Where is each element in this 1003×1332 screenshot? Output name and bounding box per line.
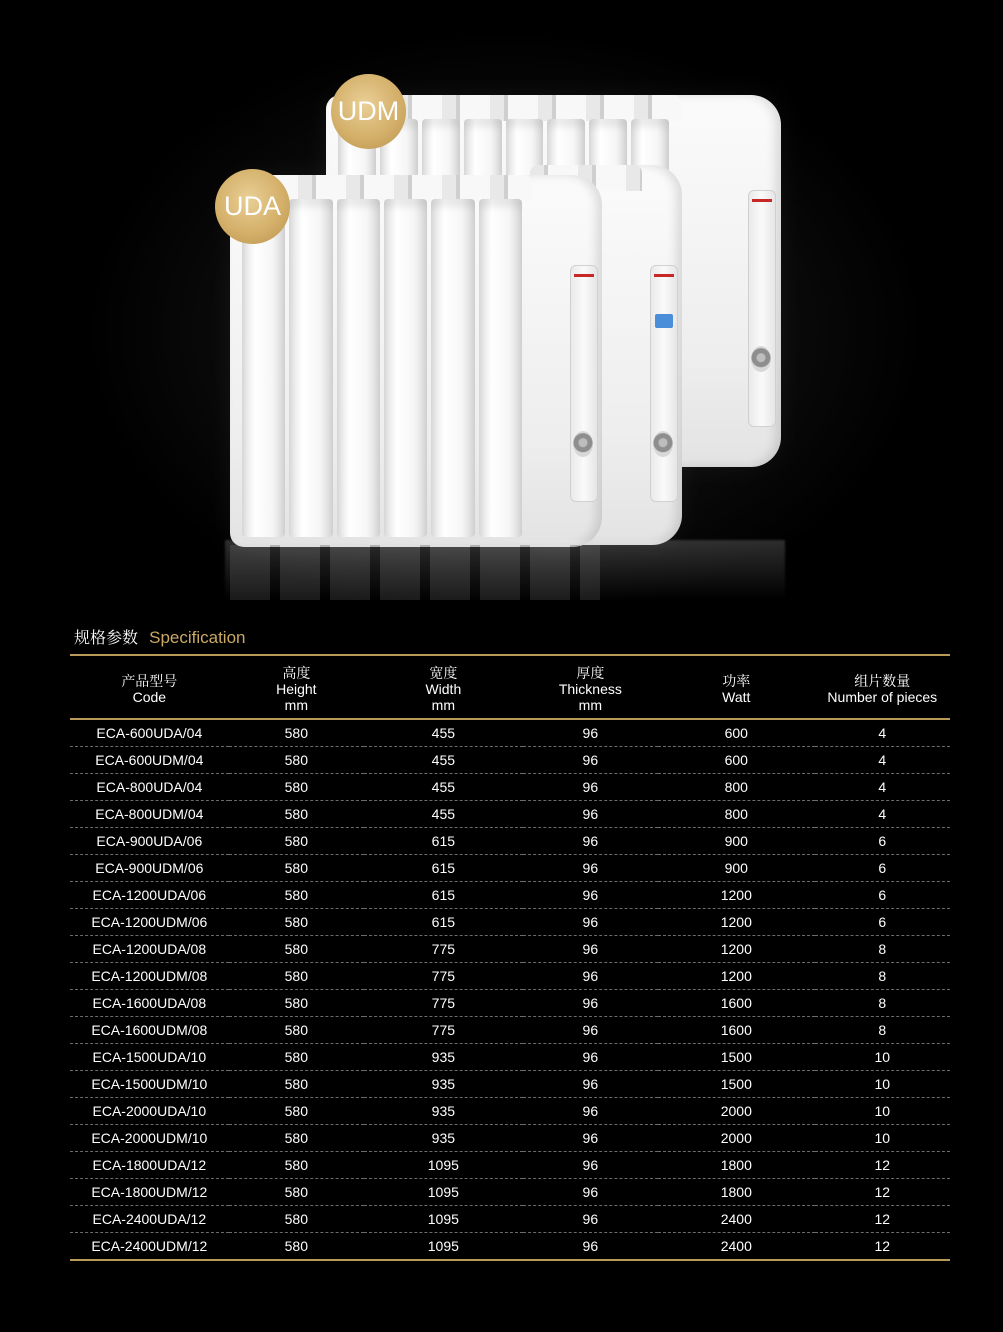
cell-height: 580 [229, 1179, 364, 1206]
cell-height: 580 [229, 774, 364, 801]
cell-pieces: 8 [815, 1017, 950, 1044]
cell-thickness: 96 [523, 1206, 658, 1233]
cell-watt: 1800 [658, 1152, 815, 1179]
table-row [70, 1125, 950, 1152]
cell-thickness: 96 [523, 1125, 658, 1152]
cell-thickness: 96 [523, 882, 658, 909]
cell-width: 775 [364, 936, 523, 963]
cell-code: ECA-1800UDA/12 [70, 1152, 229, 1179]
thermostat-dial-control [748, 190, 776, 427]
cell-code: ECA-900UDM/06 [70, 855, 229, 882]
table-row [70, 909, 950, 936]
table-row [70, 774, 950, 801]
cell-code: ECA-2000UDM/10 [70, 1125, 229, 1152]
cell-height: 580 [229, 801, 364, 828]
cell-code: ECA-600UDM/04 [70, 747, 229, 774]
cell-watt: 900 [658, 855, 815, 882]
cell-thickness: 96 [523, 801, 658, 828]
header-width-unit: mm [431, 697, 455, 713]
cell-code: ECA-1500UDA/10 [70, 1044, 229, 1071]
cell-code: ECA-800UDM/04 [70, 801, 229, 828]
cell-thickness: 96 [523, 719, 658, 747]
cell-watt: 800 [658, 801, 815, 828]
cell-pieces: 4 [815, 747, 950, 774]
cell-pieces: 6 [815, 882, 950, 909]
cell-thickness: 96 [523, 1071, 658, 1098]
header-thickness-en: Thickness [558, 681, 622, 697]
spec-title-en: Specification [149, 628, 246, 647]
cell-pieces: 8 [815, 936, 950, 963]
cell-thickness: 96 [523, 1098, 658, 1125]
cell-width: 1095 [364, 1179, 523, 1206]
table-row [70, 747, 950, 774]
table-row [70, 719, 950, 747]
cell-watt: 600 [658, 747, 815, 774]
table-row [70, 936, 950, 963]
cell-width: 1095 [364, 1152, 523, 1179]
gold-divider-top [70, 654, 950, 656]
header-watt [658, 660, 815, 719]
udm-badge: UDM [331, 74, 406, 149]
cell-watt: 900 [658, 828, 815, 855]
table-row [70, 882, 950, 909]
cell-height: 580 [229, 963, 364, 990]
header-width-en: Width [425, 681, 462, 697]
cell-height: 580 [229, 936, 364, 963]
cell-watt: 1200 [658, 963, 815, 990]
cell-watt: 1500 [658, 1071, 815, 1098]
cell-watt: 2400 [658, 1206, 815, 1233]
header-code-cn: 产品型号 [121, 673, 178, 689]
cell-width: 775 [364, 1017, 523, 1044]
cell-watt: 2000 [658, 1125, 815, 1152]
cell-pieces: 8 [815, 963, 950, 990]
cell-pieces: 4 [815, 719, 950, 747]
cell-watt: 1600 [658, 1017, 815, 1044]
cell-width: 615 [364, 855, 523, 882]
lcd-control-panel [650, 265, 678, 502]
header-height [229, 660, 364, 719]
cell-thickness: 96 [523, 1179, 658, 1206]
header-pieces-en: Number of pieces [827, 689, 938, 705]
cell-watt: 1600 [658, 990, 815, 1017]
cell-height: 580 [229, 990, 364, 1017]
header-width-cn: 宽度 [429, 665, 458, 681]
cell-watt: 800 [658, 774, 815, 801]
cell-code: ECA-2400UDM/12 [70, 1233, 229, 1261]
cell-height: 580 [229, 909, 364, 936]
cell-thickness: 96 [523, 1152, 658, 1179]
cell-thickness: 96 [523, 990, 658, 1017]
cell-width: 935 [364, 1071, 523, 1098]
cell-height: 580 [229, 1098, 364, 1125]
cell-code: ECA-1500UDM/10 [70, 1071, 229, 1098]
cell-thickness: 96 [523, 1044, 658, 1071]
header-thickness-unit: mm [578, 697, 602, 713]
cell-pieces: 12 [815, 1179, 950, 1206]
cell-height: 580 [229, 828, 364, 855]
cell-height: 580 [229, 1044, 364, 1071]
cell-thickness: 96 [523, 747, 658, 774]
cell-width: 935 [364, 1044, 523, 1071]
cell-pieces: 6 [815, 855, 950, 882]
cell-code: ECA-800UDA/04 [70, 774, 229, 801]
cell-height: 580 [229, 1125, 364, 1152]
table-row [70, 1044, 950, 1071]
cell-watt: 600 [658, 719, 815, 747]
cell-watt: 1200 [658, 909, 815, 936]
cell-width: 455 [364, 719, 523, 747]
fin-reflection [230, 545, 600, 600]
cell-pieces: 10 [815, 1044, 950, 1071]
cell-thickness: 96 [523, 828, 658, 855]
cell-height: 580 [229, 882, 364, 909]
cell-pieces: 8 [815, 990, 950, 1017]
cell-pieces: 10 [815, 1071, 950, 1098]
cell-pieces: 12 [815, 1152, 950, 1179]
cell-width: 455 [364, 747, 523, 774]
header-pieces [815, 660, 950, 719]
cell-thickness: 96 [523, 855, 658, 882]
cell-watt: 1200 [658, 936, 815, 963]
cell-code: ECA-600UDA/04 [70, 719, 229, 747]
table-row [70, 963, 950, 990]
cell-pieces: 10 [815, 1098, 950, 1125]
header-pieces-cn: 组片数量 [854, 673, 911, 689]
cell-width: 455 [364, 774, 523, 801]
table-row [70, 855, 950, 882]
cell-code: ECA-1200UDA/06 [70, 882, 229, 909]
header-width [364, 660, 523, 719]
cell-height: 580 [229, 855, 364, 882]
cell-width: 935 [364, 1125, 523, 1152]
cell-width: 615 [364, 882, 523, 909]
cell-code: ECA-1800UDM/12 [70, 1179, 229, 1206]
table-row [70, 1152, 950, 1179]
table-row [70, 828, 950, 855]
cell-watt: 2400 [658, 1233, 815, 1261]
table-row [70, 1206, 950, 1233]
cell-height: 580 [229, 1233, 364, 1261]
cell-pieces: 12 [815, 1206, 950, 1233]
spec-table-body [70, 719, 950, 1260]
cell-thickness: 96 [523, 909, 658, 936]
header-height-en: Height [276, 681, 317, 697]
header-height-cn: 高度 [282, 665, 311, 681]
product-hero [0, 0, 1003, 600]
cell-pieces: 10 [815, 1125, 950, 1152]
cell-thickness: 96 [523, 1017, 658, 1044]
cell-thickness: 96 [523, 1233, 658, 1261]
table-row [70, 1071, 950, 1098]
cell-height: 580 [229, 747, 364, 774]
header-watt-cn: 功率 [722, 673, 751, 689]
cell-code: ECA-1200UDM/06 [70, 909, 229, 936]
cell-watt: 2000 [658, 1098, 815, 1125]
cell-width: 455 [364, 801, 523, 828]
cell-watt: 1500 [658, 1044, 815, 1071]
cell-code: ECA-2400UDA/12 [70, 1206, 229, 1233]
cell-pieces: 4 [815, 774, 950, 801]
table-row [70, 801, 950, 828]
cell-width: 775 [364, 990, 523, 1017]
cell-height: 580 [229, 1206, 364, 1233]
cell-pieces: 6 [815, 828, 950, 855]
table-row [70, 1098, 950, 1125]
table-row [70, 990, 950, 1017]
header-watt-en: Watt [722, 689, 751, 705]
cell-code: ECA-1200UDA/08 [70, 936, 229, 963]
cell-width: 1095 [364, 1206, 523, 1233]
cell-width: 615 [364, 909, 523, 936]
cell-height: 580 [229, 1017, 364, 1044]
radiator-uda-image [230, 175, 602, 547]
cell-pieces: 4 [815, 801, 950, 828]
spec-table [70, 660, 950, 1261]
cell-width: 775 [364, 963, 523, 990]
cell-code: ECA-1200UDM/08 [70, 963, 229, 990]
cell-height: 580 [229, 1071, 364, 1098]
cell-width: 935 [364, 1098, 523, 1125]
header-thickness [523, 660, 658, 719]
cell-height: 580 [229, 719, 364, 747]
spec-section-title [74, 625, 246, 648]
cell-code: ECA-2000UDA/10 [70, 1098, 229, 1125]
cell-watt: 1800 [658, 1179, 815, 1206]
cell-thickness: 96 [523, 963, 658, 990]
header-height-unit: mm [284, 697, 308, 713]
cell-code: ECA-1600UDA/08 [70, 990, 229, 1017]
cell-code: ECA-900UDA/06 [70, 828, 229, 855]
spec-table-header [70, 660, 950, 719]
cell-code: ECA-1600UDM/08 [70, 1017, 229, 1044]
table-row [70, 1179, 950, 1206]
table-row [70, 1233, 950, 1261]
cell-width: 1095 [364, 1233, 523, 1261]
header-thickness-cn: 厚度 [576, 665, 605, 681]
cell-width: 615 [364, 828, 523, 855]
led-control-panel [570, 265, 598, 502]
cell-thickness: 96 [523, 936, 658, 963]
cell-pieces: 6 [815, 909, 950, 936]
cell-thickness: 96 [523, 774, 658, 801]
cell-watt: 1200 [658, 882, 815, 909]
table-row [70, 1017, 950, 1044]
cell-pieces: 12 [815, 1233, 950, 1261]
spec-title-cn: 规格参数 [74, 628, 139, 647]
cell-height: 580 [229, 1152, 364, 1179]
header-code [70, 660, 229, 719]
uda-badge: UDA [215, 169, 290, 244]
header-code-en: Code [132, 689, 167, 705]
